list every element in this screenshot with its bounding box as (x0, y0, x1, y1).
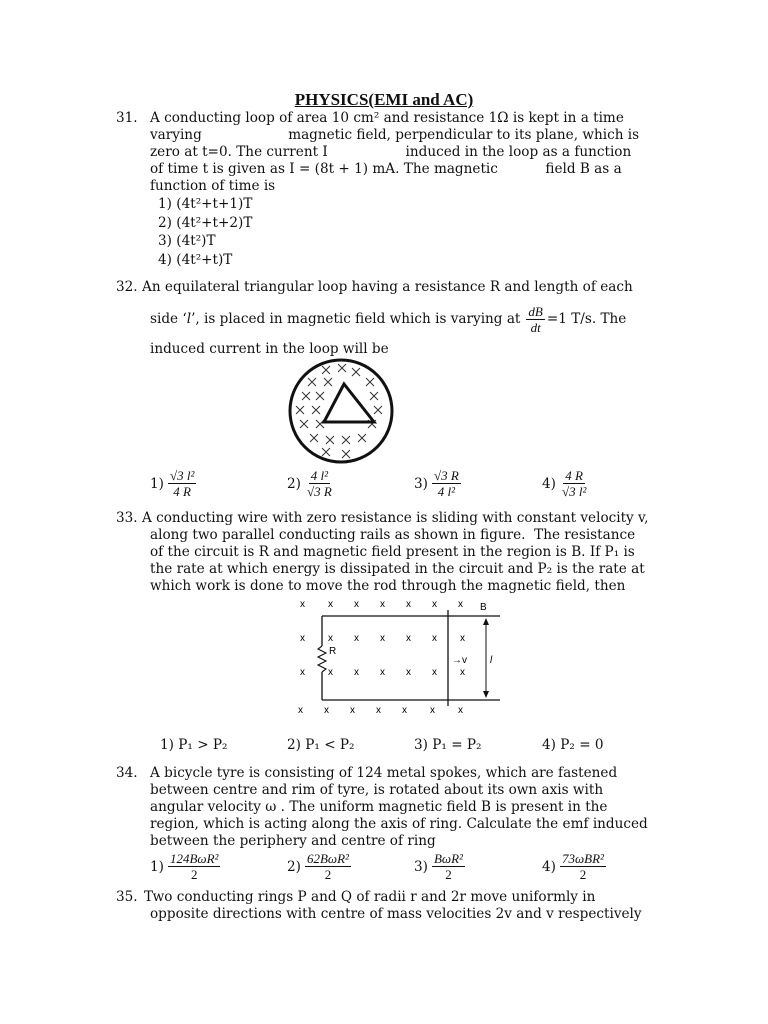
option-fraction (168, 468, 196, 499)
cross-mark: x (380, 599, 385, 610)
text-line: Two conducting rings P and Q of radii r and 2r move uniformly in (144, 889, 596, 905)
cross-mark (308, 378, 316, 386)
text-line: which work is done to move the rod through the magnetic field, then (150, 578, 626, 594)
option-fraction (168, 851, 220, 882)
cross-mark (302, 392, 310, 400)
option-list (158, 195, 656, 269)
question-text-line (150, 304, 676, 335)
triangle-loop (324, 384, 374, 422)
option-label: 3) (414, 475, 428, 492)
cross-mark (366, 378, 374, 386)
page-title: PHYSICS(EMI and AC) (294, 90, 474, 109)
fraction-denominator: 2 (445, 867, 452, 882)
cross-mark: x (458, 705, 463, 716)
cross-mark (296, 406, 304, 414)
option (414, 851, 465, 882)
option-label: 4) (542, 858, 556, 875)
fraction-denominator: 4 R (173, 484, 191, 499)
fraction-denominator: dt (530, 320, 541, 335)
text-line: between centre and rim of tyre, is rotated about its own axis with (150, 782, 604, 798)
text-fragment: =1 T/s. The (546, 311, 627, 327)
fraction-numerator: √3 R (433, 468, 459, 483)
arrow-head-icon (483, 691, 489, 698)
option: 3) P₁ = P₂ (414, 737, 482, 753)
text-line: zero at t=0. The current I induced in the loop as a function (150, 144, 632, 160)
sliding-rod-figure (292, 598, 504, 722)
option: 2) P₁ < P₂ (287, 737, 355, 753)
triangle-loop-figure (286, 356, 396, 466)
field-crosses (296, 364, 382, 458)
fraction-denominator: 2 (190, 867, 198, 882)
cross-mark: x (328, 667, 333, 678)
option-label: 1) (150, 475, 164, 492)
cross-mark (358, 434, 366, 442)
cross-mark: x (430, 705, 435, 716)
fraction-denominator: √3 R (306, 484, 332, 499)
cross-mark (352, 368, 360, 376)
fraction-denominator: 2 (579, 867, 587, 882)
text-line: A bicycle tyre is consisting of 124 metal spokes, which are fastened (150, 765, 618, 781)
option-label: 2) (287, 475, 301, 492)
cross-mark: x (406, 633, 411, 644)
fraction-numerator: 4 l² (310, 468, 328, 483)
option-label: 1) (150, 858, 164, 875)
option (542, 851, 606, 882)
question-34 (116, 765, 676, 850)
cross-mark: x (376, 705, 381, 716)
cross-mark: x (300, 667, 305, 678)
cross-mark (338, 364, 346, 372)
cross-mark: x (354, 599, 359, 610)
fraction-numerator: 4 R (565, 468, 583, 483)
cross-mark: x (380, 633, 385, 644)
question-text (150, 110, 656, 195)
text-line: of time t is given as I = (8t + 1) mA. The magnetic field B as a (150, 161, 622, 177)
text-line: the rate at which energy is dissipated in the circuit and P₂ is the rate at (150, 561, 645, 577)
option-label: 3) (414, 858, 428, 875)
cross-mark (322, 448, 330, 456)
fraction-numerator: 62BωR² (306, 851, 349, 866)
question-number: 33. (116, 510, 138, 526)
cross-mark: x (432, 667, 437, 678)
option-fraction (305, 468, 334, 499)
option-fraction (305, 851, 351, 882)
question-33 (116, 510, 676, 595)
option (150, 851, 220, 882)
cross-mark: x (460, 667, 465, 678)
fraction-denominator: 2 (324, 867, 332, 882)
field-label: B (480, 602, 487, 613)
fraction-numerator: BωR² (433, 851, 463, 866)
question-number: 34. (116, 765, 138, 781)
cross-mark: x (300, 599, 305, 610)
option: 4) P₂ = 0 (542, 737, 604, 753)
question-number: 32. (116, 279, 138, 295)
option-label: 2) (287, 858, 301, 875)
cross-mark (326, 436, 334, 444)
option-fraction (432, 851, 465, 882)
cross-mark (370, 392, 378, 400)
question-text (150, 765, 676, 850)
text-line: varying magnetic field, perpendicular to its plane, which is (150, 127, 640, 143)
fraction-numerator: 73ωBR² (561, 851, 604, 866)
cross-mark: x (458, 599, 463, 610)
question-35 (116, 889, 676, 923)
resistor-label: R (329, 646, 337, 657)
question-32 (116, 279, 676, 358)
cross-mark: x (460, 633, 465, 644)
option: 1) (4t²+t+1)T (158, 196, 253, 212)
cross-mark: x (432, 633, 437, 644)
fraction-denominator: √3 l² (561, 484, 587, 499)
option (542, 468, 588, 499)
text-line: angular velocity ω . The uniform magnetic field B is present in the (150, 799, 608, 815)
cross-mark: x (402, 705, 407, 716)
option (287, 851, 351, 882)
cross-mark (322, 366, 330, 374)
text-fragment: ’, is placed in magnetic field which is varying at (191, 311, 521, 327)
cross-mark: x (432, 599, 437, 610)
text-line: A conducting wire with zero resistance is sliding with constant velocity v, (142, 510, 649, 526)
cross-mark: x (350, 705, 355, 716)
cross-mark (316, 392, 324, 400)
text-line: between the periphery and centre of ring (150, 833, 436, 849)
fraction-denominator: 4 l² (437, 484, 455, 499)
length-label: l (490, 655, 493, 666)
resistor-symbol (318, 646, 326, 672)
question-text (150, 527, 676, 595)
option (150, 468, 196, 499)
option: 4) (4t²+t)T (158, 251, 233, 268)
cross-mark (342, 450, 350, 458)
question-text-line: An equilateral triangular loop having a resistance R and length of each (142, 279, 633, 295)
fraction-numerator: dB (528, 304, 543, 319)
cross-mark (374, 406, 382, 414)
text-line: function of time is (150, 178, 276, 194)
text-line: of the circuit is R and magnetic field present in the region is B. If P₁ is (150, 544, 635, 560)
fraction-numerator: 124BωR² (169, 851, 219, 866)
cross-mark: x (380, 667, 385, 678)
velocity-label: →v (452, 655, 467, 666)
cross-mark (310, 434, 318, 442)
cross-mark (300, 420, 308, 428)
option-fraction (432, 468, 461, 499)
text-line: region, which is acting along the axis of ring. Calculate the emf induced (150, 816, 648, 832)
text-line: A conducting loop of area 10 cm² and resistance 1Ω is kept in a time (150, 110, 624, 126)
option-label: 4) (542, 475, 556, 492)
length-symbol: l (186, 311, 192, 327)
cross-mark: x (406, 599, 411, 610)
cross-mark (312, 406, 320, 414)
option: 3) (4t²)T (158, 233, 216, 249)
question-number: 35. (116, 889, 138, 905)
option-fraction (560, 851, 606, 882)
question-text-line: induced current in the loop will be (150, 341, 389, 357)
question-31 (116, 110, 656, 269)
cross-mark: x (406, 667, 411, 678)
cross-mark (324, 378, 332, 386)
option-fraction (560, 468, 588, 499)
cross-mark: x (298, 705, 303, 716)
cross-mark: x (354, 667, 359, 678)
option: 1) P₁ > P₂ (160, 737, 228, 753)
arrow-head-icon (483, 618, 489, 625)
cross-mark: x (328, 599, 333, 610)
text-line: opposite directions with centre of mass velocities 2v and v respectively (150, 906, 642, 922)
fraction-numerator: √3 l² (169, 468, 195, 483)
text-fragment: side ‘ (150, 311, 187, 327)
cross-mark: x (300, 633, 305, 644)
option (414, 468, 461, 499)
option: 2) (4t²+t+2)T (158, 214, 253, 231)
cross-mark: x (354, 633, 359, 644)
rate-fraction (526, 304, 544, 335)
question-number: 31. (116, 110, 138, 126)
option (287, 468, 334, 499)
text-line: along two parallel conducting rails as shown in figure. The resistance (150, 527, 636, 543)
cross-mark: x (328, 633, 333, 644)
cross-mark (342, 436, 350, 444)
cross-mark: x (324, 705, 329, 716)
